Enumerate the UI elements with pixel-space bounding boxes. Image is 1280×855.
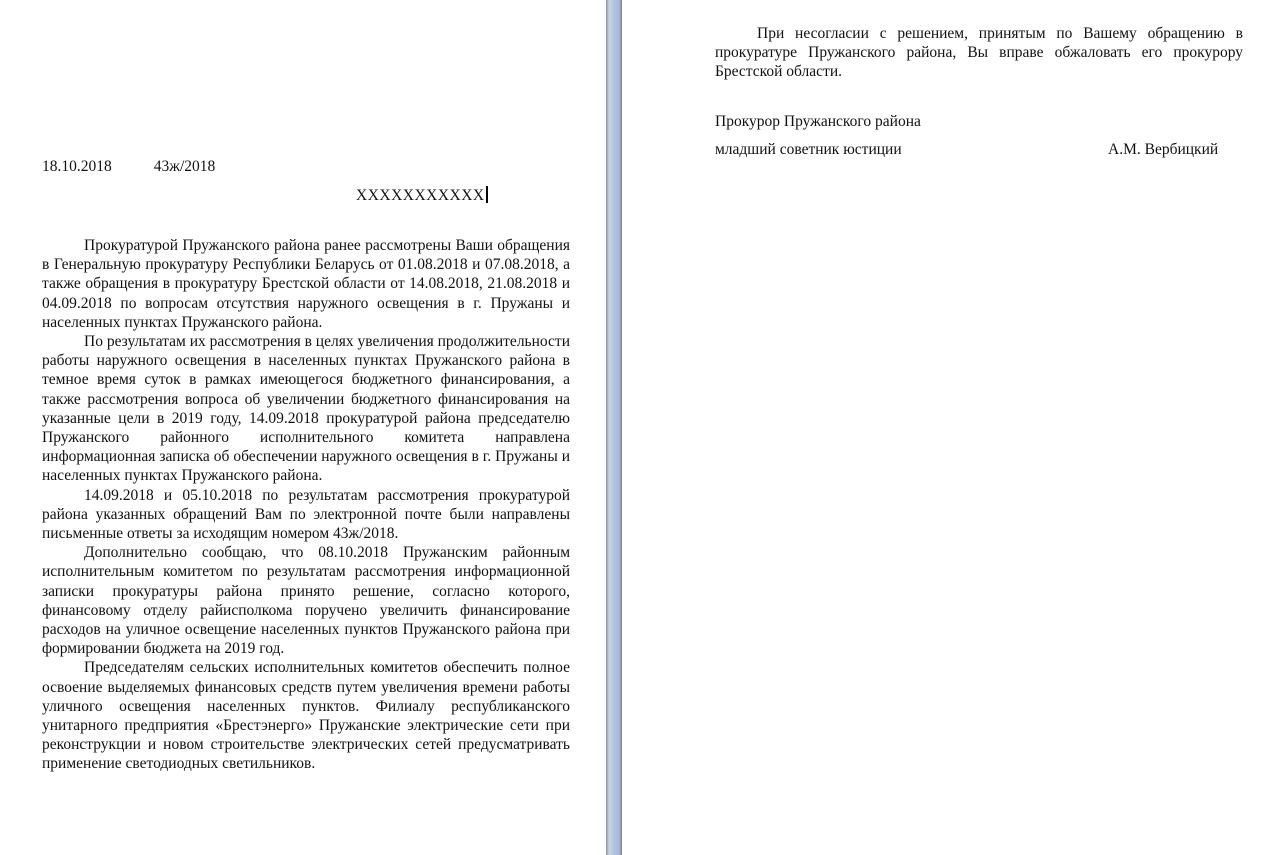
body-paragraph: 14.09.2018 и 05.10.2018 по результатам рассмотрения прокуратурой района указанных обращений Вам по электронной почте были направлены письменные ответы за исходящим номером 43ж/2018. [42,486,570,543]
body-paragraph: Дополнительно сообщаю, что 08.10.2018 Пружанским районным исполнительным комитетом по результатам рассмотрения информационной записки прокуратуры района принято решение, согласно которого, финансовому отделу райисполкома поручено увеличить финансирование расходов на уличное освещение населенных пунктов Пружанского района при формировании бюджета на 2019 год. [42,544,570,658]
letter-date: 18.10.2018 [42,158,112,175]
body-paragraph: Председателям сельских исполнительных комитетов обеспечить полное освоение выделяемых финансовых средств путем увеличения времени работы уличного освещения населенных пунктов. Филиалу республиканского унитарного предприятия «Брестэнерго» Пружанские электрические сети при реконструкции и новом строительстве электрических сетей предусматривать применение светодиодных светильников. [42,659,570,773]
body-paragraph: Прокуратурой Пружанского района ранее рассмотрены Ваши обращения в Генеральную прокуратуру Республики Беларусь от 01.08.2018 и 07.08.2018, а также обращения в прокуратуру Брестской области от 14.08.2018, 21.08.2018 и 04.09.2018 по вопросам отсутствия наружного освещения в г. Пружаны и населенных пунктах Пружанского района. [42,237,570,331]
signatory-title: Прокурор Пружанского района [715,113,921,130]
page-left [0,0,606,855]
signatory-name: А.М. Вербицкий [1108,141,1219,158]
addressee-text: ХХХХХХХХХХХ [356,187,485,204]
letter-header [42,158,215,176]
letter-number: 43ж/2018 [153,158,216,175]
page-separator [606,0,622,855]
signatory-rank: младший советник юстиции [715,141,902,158]
body-paragraph: По результатам их рассмотрения в целях увеличения продолжительности работы наружного освещения в населенных пунктах Пружанского района в темное время суток в рамках имеющегося бюджетного финансирования, а также рассмотрения вопроса об увеличении бюджетного финансирования на указанные цели в 2019 году, 14.09.2018 прокуратурой района председателю Пружанского районного исполнительного комитета направлена информационная записка об обеспечении наружного освещения в г. Пружаны и населенных пунктах Пружанского района. [42,333,570,485]
page-right [622,0,1280,855]
text-cursor [486,186,488,203]
appeal-notice[interactable] [715,24,1243,82]
addressee [356,186,488,205]
letter-body[interactable] [42,236,570,774]
appeal-paragraph: При несогласии с решением, принятым по Вашему обращению в прокуратуре Пружанского района, Вы вправе обжаловать его прокурору Брестской области. [715,25,1243,81]
